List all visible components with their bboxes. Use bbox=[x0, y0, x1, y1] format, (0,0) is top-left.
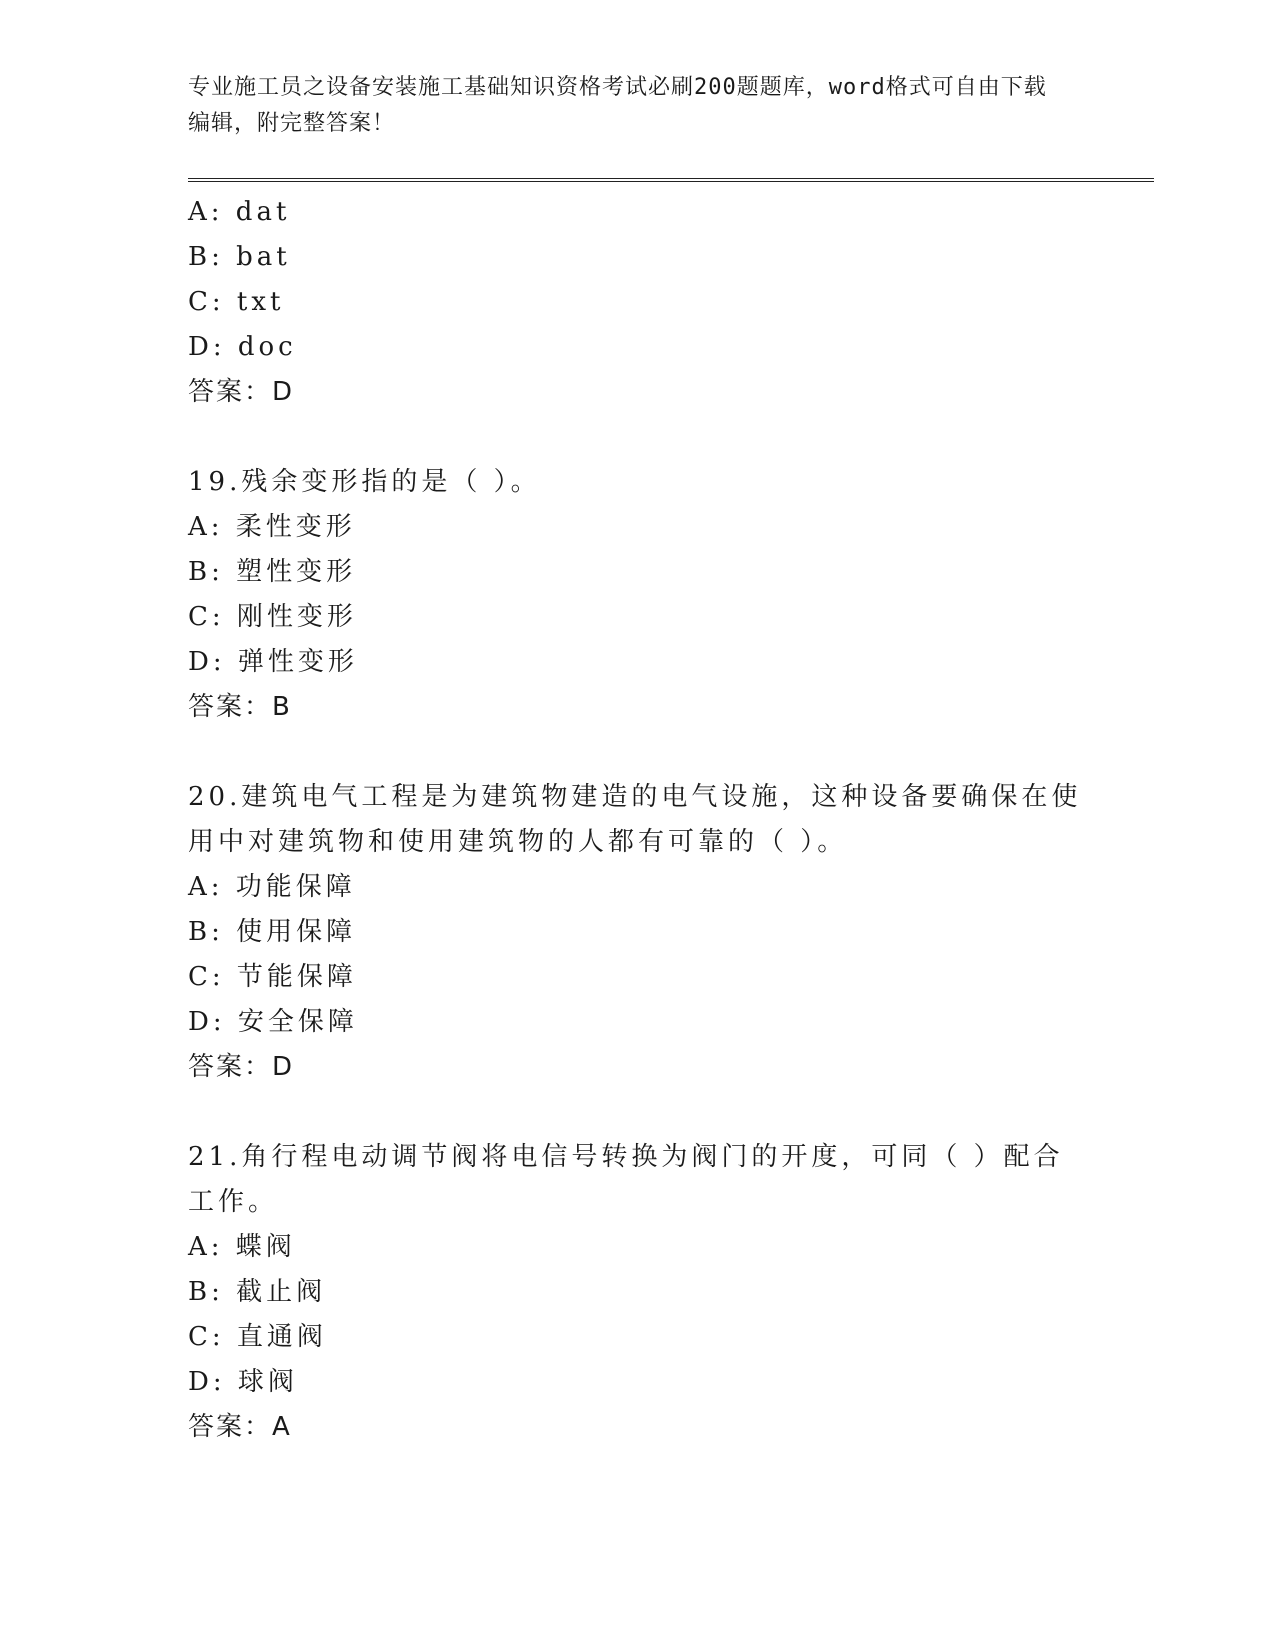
option-d: D: doc bbox=[188, 332, 297, 362]
option-c: C: 直通阀 bbox=[188, 1322, 327, 1352]
option-a: A: 功能保障 bbox=[188, 872, 356, 902]
question-fragment bbox=[188, 190, 1088, 415]
option-d: D: 弹性变形 bbox=[188, 647, 358, 677]
option-a: A: dat bbox=[188, 197, 291, 227]
answer-line: 答案：B bbox=[188, 692, 292, 722]
question-stem: 20.建筑电气工程是为建筑物建造的电气设施，这种设备要确保在使用中对建筑物和使用建筑物的人都有可靠的（ ）。 bbox=[188, 782, 1082, 857]
option-d: D: 安全保障 bbox=[188, 1007, 358, 1037]
option-b: B: 塑性变形 bbox=[188, 557, 357, 587]
option-d: D: 球阀 bbox=[188, 1367, 298, 1397]
question-stem: 21.角行程电动调节阀将电信号转换为阀门的开度，可同（ ）配合工作。 bbox=[188, 1142, 1064, 1217]
option-a: A: 蝶阀 bbox=[188, 1232, 296, 1262]
header-divider bbox=[188, 178, 1154, 182]
question-list bbox=[188, 190, 1088, 1450]
option-c: C: txt bbox=[188, 287, 285, 317]
option-c: C: 节能保障 bbox=[188, 962, 357, 992]
question-block bbox=[188, 775, 1088, 1090]
answer-line: 答案：D bbox=[188, 377, 295, 407]
question-stem: 19.残余变形指的是（ ）。 bbox=[188, 467, 541, 497]
option-a: A: 柔性变形 bbox=[188, 512, 356, 542]
option-b: B: 使用保障 bbox=[188, 917, 357, 947]
answer-line: 答案：A bbox=[188, 1412, 292, 1442]
question-block bbox=[188, 1135, 1088, 1450]
answer-line: 答案：D bbox=[188, 1052, 295, 1082]
document-header: 专业施工员之设备安装施工基础知识资格考试必刷200题题库，word格式可自由下载编辑，附完整答案！ bbox=[188, 75, 1047, 136]
option-b: B: 截止阀 bbox=[188, 1277, 327, 1307]
question-block bbox=[188, 460, 1088, 730]
option-b: B: bat bbox=[188, 242, 291, 272]
option-c: C: 刚性变形 bbox=[188, 602, 357, 632]
